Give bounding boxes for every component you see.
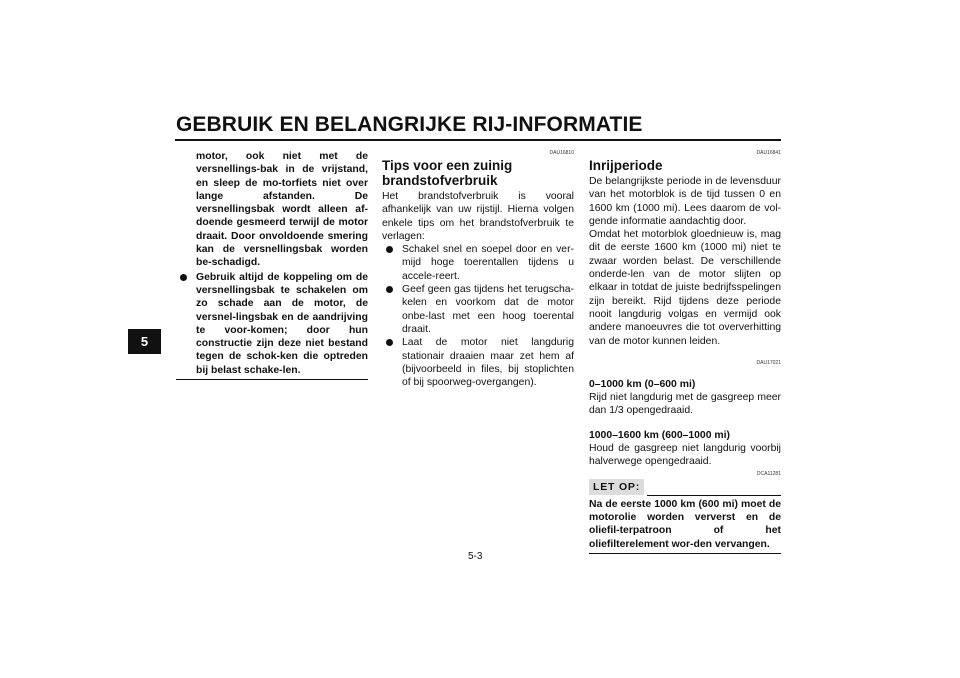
- reference-code: DAU16810: [549, 150, 574, 156]
- tip-item: [382, 336, 574, 389]
- bullet-dot-icon: [180, 274, 187, 281]
- section-end-rule: [176, 379, 368, 380]
- paragraph: De belangrijkste periode in de levensduur van het motorblok is de tijd tussen 0 en 1600 km (1000 mi). Lees daarom de vol-gende informatie aandachtig door.: [589, 176, 781, 227]
- tip-item: [382, 243, 574, 283]
- tip-item: [382, 283, 574, 336]
- bullet-text: Gebruik altijd de koppeling om de versnellingsbak te schakelen om zo schade aan de motor, de versnel-lingsbak en de aandrijving te voor-komen; door hun constructie zijn deze niet bestand tegen de schok-ken die optreden bij belast schake-len.: [196, 271, 368, 376]
- paragraph: Rijd niet langdurig met de gasgreep meer dan 1/3 opengedraaid.: [589, 392, 781, 417]
- subheading: 1000–1600 km (600–1000 mi): [589, 429, 730, 441]
- continued-paragraph: motor, ook niet met de versnellings-bak in de vrijstand, en sleep de mo-torfiets niet over lange afstanden. De versnellingsbak wordt alleen af-doende gesmeerd terwijl de motor draait. Door onvoldoende smering kan de versnellingsbak worden be-schadigd.: [196, 151, 368, 269]
- reference-code: DAU16841: [756, 150, 781, 156]
- subheading: 0–1000 km (0–600 mi): [589, 378, 696, 390]
- reference-code: DCA11281: [756, 470, 781, 477]
- paragraph: Houd de gasgreep niet langdurig voorbij halverwege opengedraaid.: [589, 443, 781, 468]
- bullet-dot-icon: [386, 286, 393, 293]
- paragraph: Omdat het motorblok gloednieuw is, mag dit de eerste 1600 km (1000 mi) niet te zwaar worden belast. De verschillende onderde-len van de motor slijten op elkaar in totdat de juiste bedrijfsspelingen zijn bereikt. Rijd tijdens deze periode nooit langdurig volgas en vermijd ook andere manoeuvres die tot oververhitting van de motor kunnen leiden.: [589, 229, 781, 347]
- section-heading: Tips voor een zuinig brandstofverbruik: [382, 158, 513, 188]
- chapter-tab: 5: [128, 329, 161, 354]
- tip-text: Schakel snel en soepel door en ver-mijd hoge toerentallen tijdens u accele-reert.: [402, 244, 574, 282]
- bullet-dot-icon: [386, 339, 393, 346]
- intro-paragraph: Het brandstofverbruik is vooral afhankelijk van uw rijstijl. Hierna volgen enkele tips om het brandstofverbruik te verlagen:: [382, 191, 574, 242]
- page-title: GEBRUIK EN BELANGRIJKE RIJ-INFORMATIE: [176, 113, 643, 136]
- tip-text: Laat de motor niet langdurig stationair draaien maar zet hem af (bijvoorbeeld in files, bij stoplichten of bij spoorweg-overgangen).: [402, 337, 574, 389]
- reference-code: DAU17021: [756, 359, 781, 366]
- notice-header: [589, 479, 781, 496]
- tip-text: Geef geen gas tijdens het terugscha-kelen en voorkom dat de motor onbe-last met een hoog toerental draait.: [402, 284, 574, 335]
- bullet-dot-icon: [386, 246, 393, 253]
- bullet-item: [176, 271, 368, 377]
- notice-end-rule: [589, 553, 781, 554]
- column-middle: [382, 150, 574, 389]
- column-right: [589, 150, 781, 554]
- page-number: 5-3: [468, 551, 483, 562]
- section-heading: Inrijperiode: [589, 158, 663, 173]
- notice-text: Na de eerste 1000 km (600 mi) moet de motorolie worden ververst en de oliefil-terpatroon of het oliefilterelement wor-den vervangen.: [589, 498, 781, 550]
- notice-rule: [647, 495, 781, 496]
- title-rule: [175, 139, 781, 141]
- column-left: [176, 150, 368, 380]
- notice-label: LET OP:: [589, 479, 644, 495]
